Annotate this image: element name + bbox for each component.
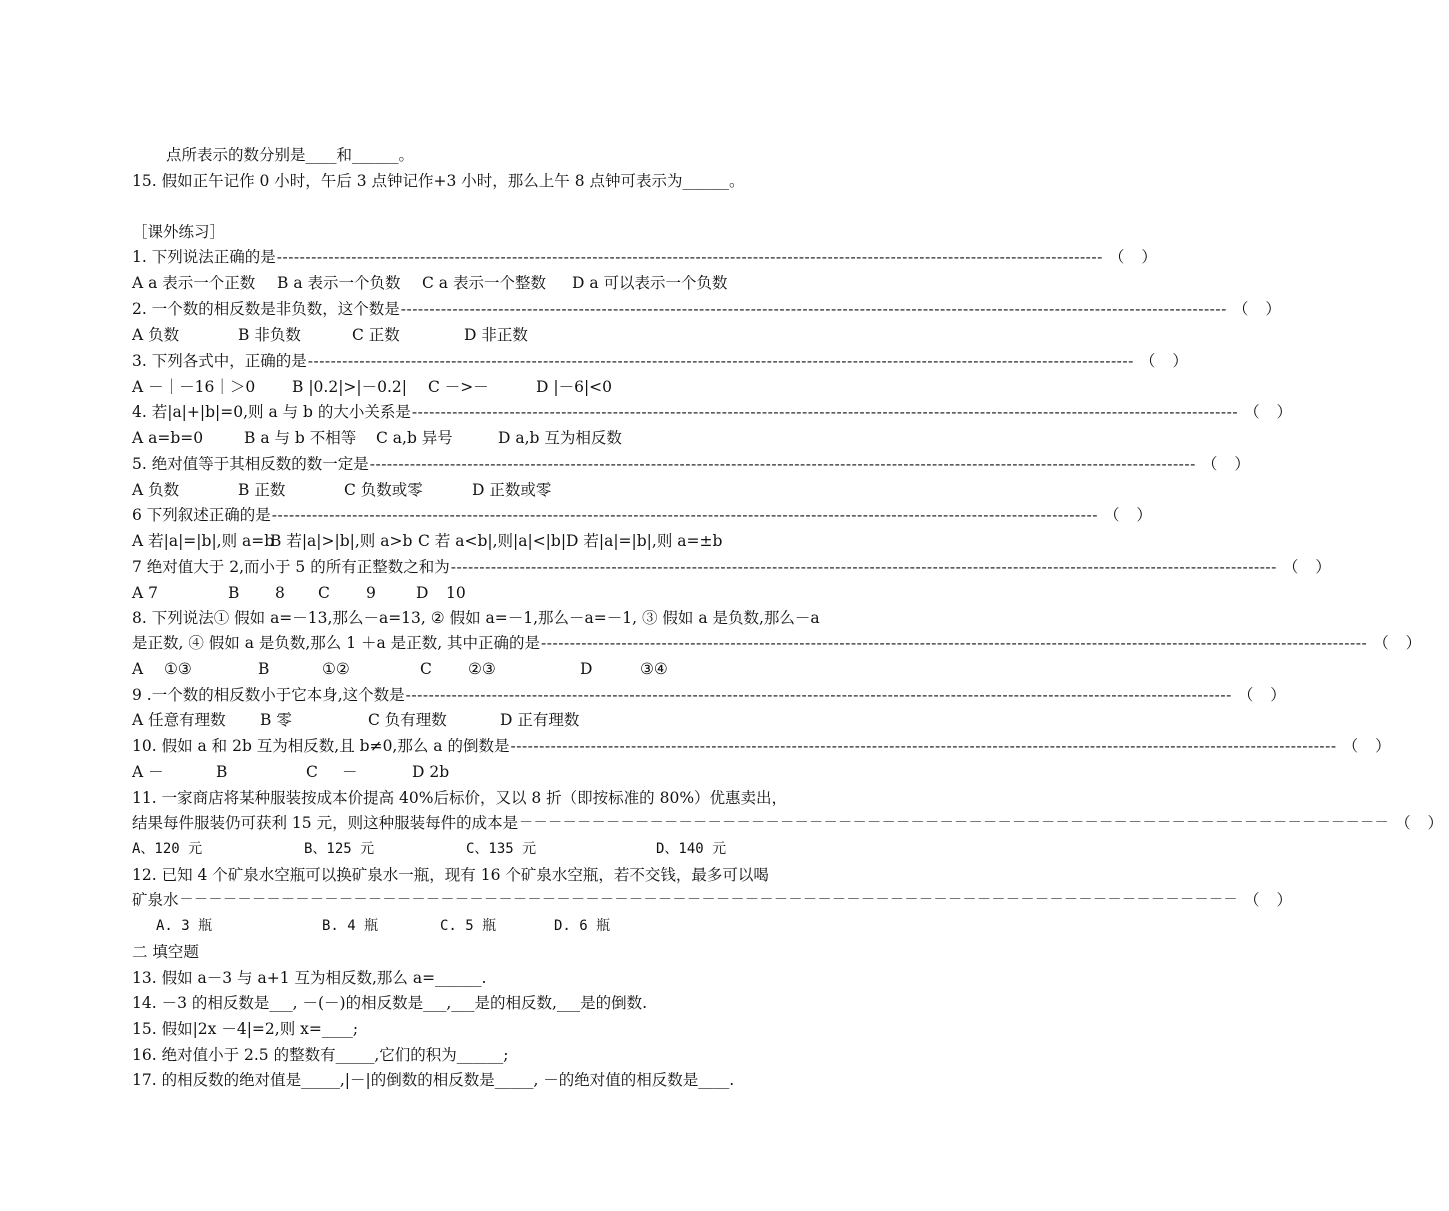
leader-dots: ------------------------------------------------------------------------------------------------------------------------------------------------ (541, 634, 1368, 652)
question-8-line-1: 8. 下列说法① 假如 a=－13,那么－a=13, ② 假如 a=－1,那么－a=－1, ③ 假如 a 是负数,那么－a (132, 609, 820, 627)
fill-question-17: 17. 的相反数的绝对值是_____,|－|的倒数的相反数是_____, －的绝对值的相反数是____. (132, 1071, 735, 1089)
leader-dots: ------------------------------------------------------------------------------------------------------------------------------------------------ (271, 506, 1098, 524)
question-text: 4. 若|a|+|b|=0,则 a 与 b 的大小关系是 (132, 403, 411, 421)
question-7 (132, 555, 1337, 579)
option-a: A 负数 (132, 326, 180, 344)
option-b: B. 4 瓶 (322, 918, 379, 934)
leader-dots: ------------------------------------------------------------------------------------------------------------------------------------------------ (450, 558, 1277, 576)
question-12-options (156, 914, 856, 938)
option-a: A a=b=0 (132, 429, 204, 447)
question-11-line-1: 11. 一家商店将某种服装按成本价提高 40%后标价，又以 8 折（即按标准的 80%）优惠卖出， (132, 789, 788, 807)
option-b-label: B (258, 660, 270, 678)
question-12-line-1: 12. 已知 4 个矿泉水空瓶可以换矿泉水一瓶，现有 16 个矿泉水空瓶，若不交钱，最多可以喝 (132, 866, 769, 884)
option-a: A － (132, 763, 164, 781)
option-c-label: C (318, 584, 330, 602)
leader-dots: ------------------------------------------------------------------------------------------------------------------------------------------------ (307, 352, 1134, 370)
fill-question-14: 14. －3 的相反数是___, －(－)的相反数是___,___是的相反数,___是的倒数. (132, 994, 648, 1012)
answer-paren: （ ） (1342, 737, 1397, 755)
option-b: B a 与 b 不相等 (244, 429, 357, 447)
leader-dots: －－－－－－－－－－－－－－－－－－－－－－－－－－－－－－－－－－－－－－－－－－－－－－－－－－－－－－－－－－－－ (519, 815, 1390, 831)
question-text: 矿泉水 (132, 891, 179, 909)
option-c: C －>－ (428, 378, 489, 396)
question-11-line-2 (132, 811, 1449, 835)
top-line-2: 15. 假如正午记作 0 小时，午后 3 点钟记作+3 小时，那么上午 8 点钟可表示为______。 (132, 172, 745, 190)
question-1 (132, 245, 1163, 269)
option-d: D 2b (412, 763, 450, 781)
option-a: A. 3 瓶 (156, 918, 213, 934)
option-b-label: B (228, 584, 240, 602)
question-3 (132, 349, 1194, 373)
question-7-options (132, 581, 832, 605)
option-a-label: A (132, 660, 144, 678)
question-11-options (132, 837, 832, 861)
question-3-options (132, 375, 832, 399)
answer-paren: （ ） (1237, 686, 1292, 704)
answer-paren: （ ） (1395, 814, 1449, 832)
option-c: C 若 a<b|,则|a|<|b| (418, 532, 567, 550)
option-c: C、135 元 (466, 841, 537, 857)
section-title: ［课外练习］ (132, 223, 226, 241)
option-b: B a 表示一个负数 (277, 274, 401, 292)
question-text: 9 .一个数的相反数小于它本身,这个数是 (132, 686, 405, 704)
answer-paren: （ ） (1244, 403, 1299, 421)
answer-paren: （ ） (1201, 455, 1256, 473)
leader-dots: ------------------------------------------------------------------------------------------------------------------------------------------------ (369, 455, 1196, 473)
option-d: D 正有理数 (500, 711, 580, 729)
option-b: B (216, 763, 228, 781)
option-b: B 正数 (238, 481, 286, 499)
question-5 (132, 452, 1256, 476)
option-b: B 零 (260, 711, 292, 729)
option-d: D a 可以表示一个负数 (572, 274, 728, 292)
question-5-options (132, 478, 832, 502)
leader-dots: ------------------------------------------------------------------------------------------------------------------------------------------------ (510, 737, 1337, 755)
question-12-line-2 (132, 888, 1298, 912)
option-a: A 负数 (132, 481, 180, 499)
option-b: B 若|a|>|b|,则 a>b (270, 532, 413, 550)
question-text: 7 绝对值大于 2,而小于 5 的所有正整数之和为 (132, 558, 450, 576)
leader-dots: ------------------------------------------------------------------------------------------------------------------------------------------------ (400, 300, 1227, 318)
option-c-value: － (342, 763, 358, 781)
option-b: B |0.2|>|－0.2| (292, 378, 407, 396)
option-d: D. 6 瓶 (554, 918, 611, 934)
leader-dots: －－－－－－－－－－－－－－－－－－－－－－－－－－－－－－－－－－－－－－－－－－－－－－－－－－－－－－－－－－－－－－－－－－－－－－－－－ (179, 892, 1239, 908)
question-text: 结果每件服装仍可获利 15 元，则这种服装每件的成本是 (132, 814, 519, 832)
question-text: 5. 绝对值等于其相反数的数一定是 (132, 455, 369, 473)
question-9 (132, 683, 1292, 707)
question-text: 6 下列叙述正确的是 (132, 506, 271, 524)
question-4-options (132, 426, 832, 450)
question-4 (132, 400, 1299, 424)
question-6 (132, 503, 1158, 527)
option-d: D |－6|<0 (536, 378, 613, 396)
option-a: A －｜－16｜＞0 (132, 378, 256, 396)
question-2-options (132, 323, 832, 347)
question-10 (132, 734, 1397, 758)
leader-dots: ------------------------------------------------------------------------------------------------------------------------------------------------ (405, 686, 1232, 704)
question-10-options (132, 760, 832, 784)
question-2 (132, 297, 1287, 321)
question-text: 3. 下列各式中，正确的是 (132, 352, 307, 370)
option-a: A 任意有理数 (132, 711, 226, 729)
fill-question-13: 13. 假如 a－3 与 a+1 互为相反数,那么 a=______. (132, 969, 487, 987)
question-9-options (132, 708, 832, 732)
option-c-value: ②③ (468, 660, 496, 678)
option-a: A 若|a|=|b|,则 a=b (132, 532, 275, 550)
answer-paren: （ ） (1103, 506, 1158, 524)
question-text: 是正数, ④ 假如 a 是负数,那么 1 ＋a 是正数, 其中正确的是 (132, 634, 541, 652)
option-c-label: C (306, 763, 318, 781)
question-text: 2. 一个数的相反数是非负数，这个数是 (132, 300, 400, 318)
fill-question-16: 16. 绝对值小于 2.5 的整数有_____,它们的积为______; (132, 1046, 509, 1064)
question-1-options (132, 271, 832, 295)
question-6-options (132, 529, 832, 553)
answer-paren: （ ） (1108, 248, 1163, 266)
fill-question-15: 15. 假如|2x －4|=2,则 x=____; (132, 1020, 359, 1038)
answer-paren: （ ） (1139, 352, 1194, 370)
option-c-label: C (420, 660, 432, 678)
option-d-label: D (580, 660, 593, 678)
leader-dots: ------------------------------------------------------------------------------------------------------------------------------------------------ (411, 403, 1239, 421)
question-text: 1. 下列说法正确的是 (132, 248, 276, 266)
option-d: D 正数或零 (472, 481, 552, 499)
option-d: D a,b 互为相反数 (498, 429, 622, 447)
option-c: C 负数或零 (344, 481, 423, 499)
option-d: D、140 元 (656, 841, 727, 857)
option-d-label: D (416, 584, 429, 602)
option-d: D 非正数 (464, 326, 528, 344)
option-c: C a,b 异号 (376, 429, 453, 447)
option-d-value: 10 (446, 584, 466, 602)
option-c: C a 表示一个整数 (422, 274, 546, 292)
option-a-value: ①③ (164, 660, 192, 678)
option-b: B、125 元 (304, 841, 375, 857)
section-2-title: 二 填空题 (132, 943, 199, 961)
option-d: D 若|a|=|b|,则 a=±b (566, 532, 723, 550)
option-a: A a 表示一个正数 (132, 274, 256, 292)
answer-paren: （ ） (1244, 891, 1298, 909)
answer-paren: （ ） (1373, 634, 1428, 652)
option-b: B 非负数 (238, 326, 301, 344)
option-b-value: ①② (322, 660, 350, 678)
option-c: C 负有理数 (368, 711, 447, 729)
question-8-line-2 (132, 631, 1428, 655)
option-c-value: 9 (366, 584, 376, 602)
leader-dots: ------------------------------------------------------------------------------------------------------------------------------------------------ (276, 248, 1103, 266)
question-text: 10. 假如 a 和 2b 互为相反数,且 b≠0,那么 a 的倒数是 (132, 737, 510, 755)
question-8-options (132, 657, 832, 681)
option-a: A、120 元 (132, 841, 203, 857)
option-c: C. 5 瓶 (440, 918, 497, 934)
answer-paren: （ ） (1232, 300, 1287, 318)
top-line-1: 点所表示的数分别是____和______。 (166, 146, 415, 164)
option-a: A 7 (132, 584, 158, 602)
option-d-value: ③④ (640, 660, 668, 678)
option-c: C 正数 (352, 326, 400, 344)
option-b-value: 8 (275, 584, 285, 602)
answer-paren: （ ） (1282, 558, 1337, 576)
